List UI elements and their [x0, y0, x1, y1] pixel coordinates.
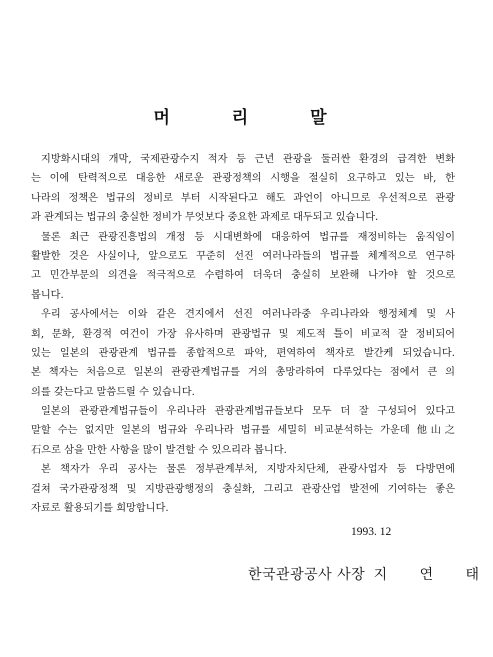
text-line: 일본의 관광관계법규들이 우리나라 관광관계법규들보다 모두 더 잘 구성되어 있다고: [41, 406, 455, 418]
text-line: 본 책자는 처음으로 일본의 관광관계법규를 거의 총망라하여 다루었다는 점에서 큰 의: [31, 367, 455, 379]
text-line: 고 민간부문의 의견을 적극적으로 수렴하여 더욱더 충실히 보완해 나가야 할 것으로: [31, 270, 455, 282]
text-line: 石으로 삼을 만한 사항을 많이 발견할 수 있으리라 봅니다.: [31, 444, 287, 456]
text-line: 과 관계되는 법규의 충실한 정비가 무엇보다 중요한 과제로 대두되고 있습니다.: [31, 212, 379, 224]
text-line: 봅니다.: [31, 289, 64, 301]
text-line: 말할 수는 없지만 일본의 법규와 우리나라 법규를 세밀히 비교분석하는 가운데 他山之: [31, 425, 455, 437]
text-line: 나라의 정책은 법규의 정비로 부터 시작된다고 해도 과언이 아니므로 우선적으로 관광: [31, 192, 455, 204]
text-line: 는 이에 탄력적으로 대응한 새로운 관광정책의 시행을 절실히 요구하고 있는 바, 한: [31, 173, 455, 185]
text-line: 의를 갖는다고 말씀드릴 수 있습니다.: [31, 386, 195, 398]
text-line: 회, 문화, 환경적 여건이 가장 유사하며 관광법규 및 제도적 틀이 비교적 잘 정비되어: [31, 328, 455, 340]
text-line: 자료로 활용되기를 희망합니다.: [31, 503, 169, 515]
signature-name: 지 연 태: [373, 567, 493, 583]
text-line: 본 책자가 우리 공사는 물론 정부관계부처, 지방자치단체, 관광사업자 등 다방면에: [41, 464, 456, 476]
text-line: 물론 최근 관광진흥법의 개정 등 시대변화에 대응하여 법규를 재정비하는 움직임이: [41, 231, 455, 243]
preface-body: [31, 150, 455, 518]
text-line: 있는 일본의 관광관계 법규를 종합적으로 파악, 편역하여 책자로 발간케 되었습니다.: [31, 347, 455, 359]
text-line: 우리 공사에서는 이와 같은 견지에서 선진 여러나라중 우리나라와 행정체계 및 사: [41, 309, 455, 321]
page-title: 머 리 말: [153, 108, 355, 128]
text-line: 지방화시대의 개막, 국제관광수지 적자 등 근년 관광을 둘러싼 환경의 급격한 변화: [41, 154, 455, 165]
signature-organization: 한국관광공사 사장: [248, 567, 366, 583]
text-line: 걸쳐 국가관광정책 및 지방관광행정의 충실화, 그리고 관광산업 발전에 기여하는 좋은: [31, 483, 455, 495]
signature: [248, 564, 493, 584]
text-line: 활발한 것은 사실이나, 앞으로도 꾸준히 선진 여러나라들의 법규를 체계적으로 연구하: [31, 250, 455, 262]
preface-date: 1993. 12: [351, 526, 392, 538]
